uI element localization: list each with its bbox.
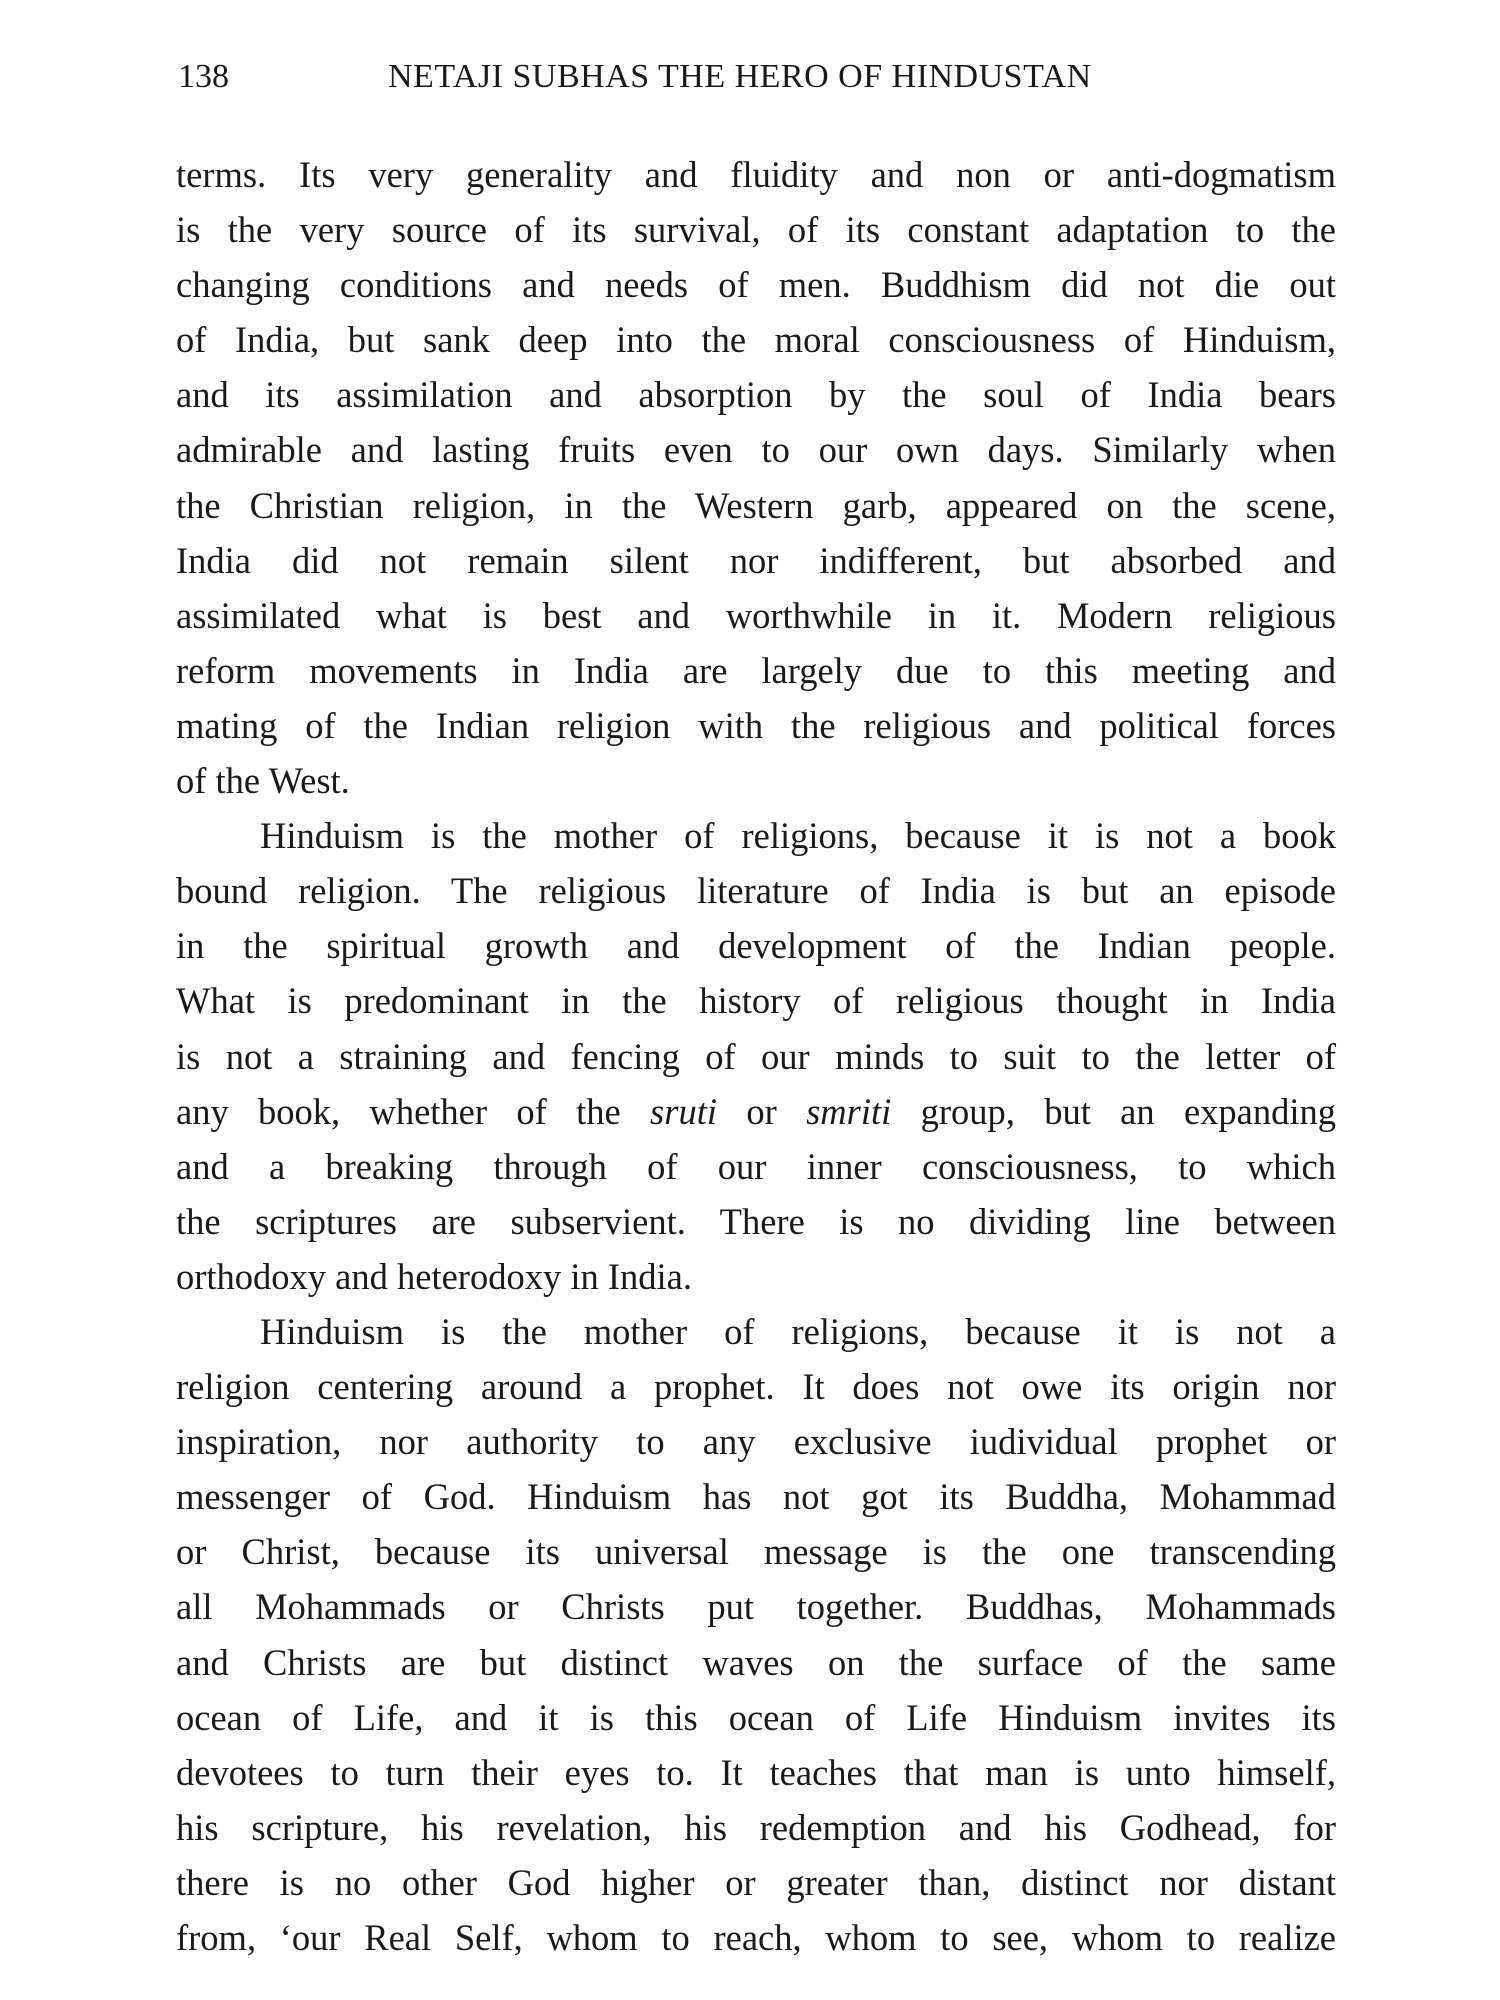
italic-term-sruti: sruti — [650, 1090, 717, 1132]
text-line: the scriptures are subservient. There is no dividing line between — [176, 1200, 1336, 1242]
paragraph-2 — [176, 808, 1336, 1304]
running-title: NETAJI SUBHAS THE HERO OF HINDUSTAN — [388, 58, 1092, 95]
paragraph-1 — [176, 147, 1336, 808]
text-line: mating of the Indian religion with the religious and political forces — [176, 704, 1336, 746]
text-line: devotees to turn their eyes to. It teaches that man is unto himself, — [176, 1751, 1336, 1793]
text-line: messenger of God. Hinduism has not got its Buddha, Mohammad — [176, 1476, 1336, 1518]
italic-term-smriti: smriti — [806, 1090, 892, 1132]
text-line: inspiration, nor authority to any exclusive iudividual prophet or — [176, 1421, 1336, 1463]
page-number: 138 — [178, 58, 229, 95]
text-line: his scripture, his revelation, his redemption and his Godhead, for — [176, 1806, 1336, 1848]
text-line: What is predominant in the history of religious thought in India — [176, 980, 1336, 1022]
text-line: orthodoxy and heterodoxy in India. — [176, 1255, 692, 1297]
text-line: ocean of Life, and it is this ocean of Life Hinduism invites its — [176, 1696, 1336, 1738]
text-line: changing conditions and needs of men. Buddhism did not die out — [176, 264, 1336, 306]
text-line: there is no other God higher or greater than, distinct nor distant — [176, 1861, 1336, 1903]
text-line: all Mohammads or Christs put together. Buddhas, Mohammads — [176, 1586, 1336, 1628]
text-line: India did not remain silent nor indifferent, but absorbed and — [176, 539, 1336, 581]
text-line: religion centering around a prophet. It does not owe its origin nor — [176, 1366, 1336, 1408]
text-line: bound religion. The religious literature of India is but an episode — [176, 870, 1336, 912]
text-line-with-italics — [176, 1084, 1336, 1139]
text-line: admirable and lasting fruits even to our own days. Similarly when — [176, 429, 1336, 471]
text-line: and its assimilation and absorption by the soul of India bears — [176, 374, 1336, 416]
text-line: and Christs are but distinct waves on the surface of the same — [176, 1641, 1336, 1683]
text-line: of the West. — [176, 760, 350, 802]
text-line: Hinduism is the mother of religions, because it is not a — [260, 1310, 1336, 1352]
text-line: is the very source of its survival, of its constant adaptation to the — [176, 209, 1336, 251]
running-head — [178, 52, 1338, 102]
text-line: from, ‘our Real Self, whom to reach, whom to see, whom to realize — [176, 1917, 1336, 1958]
text-line: the Christian religion, in the Western garb, appeared on the scene, — [176, 484, 1336, 526]
text-line: reform movements in India are largely due to this meeting and — [176, 649, 1336, 691]
text-line: is not a straining and fencing of our minds to suit to the letter of — [176, 1035, 1336, 1077]
paragraph-3 — [176, 1304, 1336, 1965]
text-line: in the spiritual growth and development of the Indian people. — [176, 925, 1336, 967]
text-segment: or — [716, 1090, 807, 1132]
text-line: and a breaking through of our inner consciousness, to which — [176, 1145, 1336, 1187]
text-line: Hinduism is the mother of religions, because it is not a book — [260, 815, 1336, 857]
text-segment: group, but an expanding — [891, 1090, 1336, 1132]
text-segment: any book, whether of the — [176, 1090, 651, 1132]
body-text — [176, 147, 1336, 1965]
text-line: terms. Its very generality and fluidity and non or anti-dogmatism — [176, 154, 1336, 195]
text-line: of India, but sank deep into the moral consciousness of Hinduism, — [176, 319, 1336, 361]
text-line: or Christ, because its universal message is the one transcending — [176, 1531, 1336, 1573]
text-line: assimilated what is best and worthwhile in it. Modern religious — [176, 594, 1336, 636]
